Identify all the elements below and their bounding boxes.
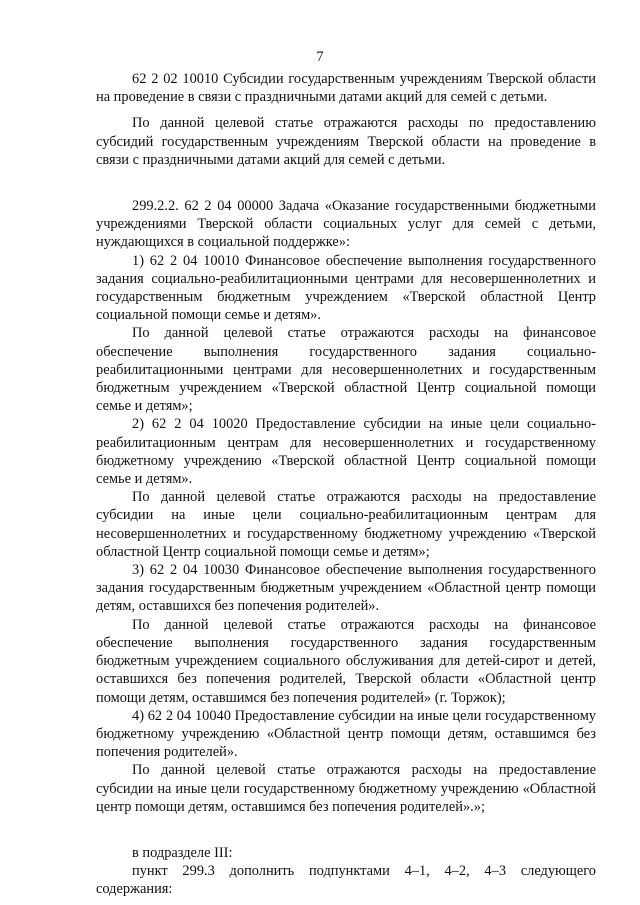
paragraph-subsidy-actions: 62 2 02 10010 Субсидии государственным учреждениям Тверской области на проведение в связи с праздничными датами акций для семей с детьми. [96, 71, 596, 106]
paragraph-amend-299-3: пункт 299.3 дополнить подпунктами 4–1, 4–2, 4–3 следующего содержания: [96, 863, 596, 898]
paragraph-item-1: 1) 62 2 04 10010 Финансовое обеспечение выполнения государственного задания социально-реабилитационными центрами для несовершеннолетних и государственным бюджетным учреждением «Тверской областной Центр социальной помощи семье и детям». [96, 252, 596, 324]
page-number: 7 [316, 49, 324, 65]
paragraph-subsidy-actions-desc: По данной целевой статье отражаются расходы по предоставлению субсидий государственным учреждениям Тверской области на проведение в связи с праздничными датами акций для семей с детьми. [96, 115, 596, 168]
paragraph-item-4-desc: По данной целевой статье отражаются расходы на предоставление субсидии на иные цели государственному бюджетному учреждению «Областной центр помощи детям, оставшимся без попечения родителей».»; [96, 762, 596, 815]
paragraph-task-299-2-2: 299.2.2. 62 2 04 00000 Задача «Оказание государственными бюджетными учреждениями Тверской области социальных услуг для семей с детьми, нуждающихся в социальной поддержке»: [96, 198, 596, 251]
paragraph-item-3-desc: По данной целевой статье отражаются расходы на финансовое обеспечение выполнения государственного задания государственным бюджетным учреждением социального обслуживания для детей-сирот и детей, оставшихся без попечения родителей, Тверской области «Областной центр помощи детям, оставшимся без попечения родителей» (г. Торжок); [96, 616, 596, 706]
paragraph-item-1-desc: По данной целевой статье отражаются расходы на финансовое обеспечение выполнения государственного задания социально-реабилитационными центрами для несовершеннолетних и государственным бюджетным учреждением «Тверской областной Центр социальной помощи семье и детям»; [96, 325, 596, 415]
paragraph-item-2: 2) 62 2 04 10020 Предоставление субсидии на иные цели социально-реабилитационным центрам для несовершеннолетних и государственному бюджетному учреждению «Тверской областной Центр социальной помощи семье и детям». [96, 416, 596, 488]
paragraph-item-2-desc: По данной целевой статье отражаются расходы на предоставление субсидии на иные цели социально-реабилитационным центрам для несовершеннолетних и государственному бюджетному учреждению «Тверской областной Центр социальной помощи семье и детям»; [96, 489, 596, 560]
paragraph-item-3: 3) 62 2 04 10030 Финансовое обеспечение выполнения государственного задания государственным бюджетным учреждением «Областной центр помощи детям, оставшихся без попечения родителей». [96, 562, 596, 615]
paragraph-subsection-iii: в подразделе III: [132, 844, 233, 861]
document-body [96, 70, 596, 899]
paragraph-item-4: 4) 62 2 04 10040 Предоставление субсидии на иные цели государственному бюджетному учреждению «Областной центр помощи детям, оставшимся без попечения родителей». [96, 707, 596, 761]
